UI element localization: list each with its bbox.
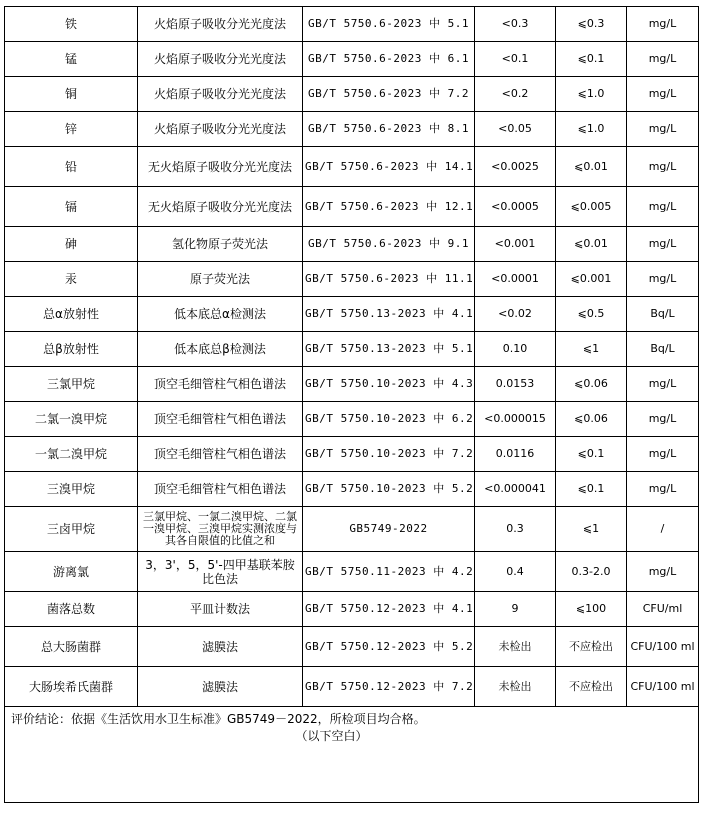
item-cell: 二氯一溴甲烷 [5, 402, 138, 437]
method-cell: 3，3'，5，5'-四甲基联苯胺比色法 [138, 552, 303, 592]
table-row [5, 77, 699, 112]
limit-cell: ⩽1 [556, 507, 627, 552]
result-cell: 9 [475, 592, 556, 627]
standard-cell: GB/T 5750.13-2023 中 5.1 [303, 332, 475, 367]
result-cell: <0.000015 [475, 402, 556, 437]
table-row [5, 472, 699, 507]
limit-cell: ⩽0.1 [556, 472, 627, 507]
item-cell: 总β放射性 [5, 332, 138, 367]
item-cell: 汞 [5, 262, 138, 297]
result-cell: 未检出 [475, 667, 556, 707]
method-cell: 顶空毛细管柱气相色谱法 [138, 472, 303, 507]
unit-cell: mg/L [627, 7, 699, 42]
table-row [5, 437, 699, 472]
result-cell: 未检出 [475, 627, 556, 667]
table-row [5, 42, 699, 77]
table-row [5, 402, 699, 437]
method-cell: 滤膜法 [138, 627, 303, 667]
item-cell: 锌 [5, 112, 138, 147]
method-cell: 原子荧光法 [138, 262, 303, 297]
unit-cell: Bq/L [627, 332, 699, 367]
unit-cell: mg/L [627, 77, 699, 112]
result-cell: <0.0001 [475, 262, 556, 297]
standard-cell: GB5749-2022 [303, 507, 475, 552]
unit-cell: mg/L [627, 112, 699, 147]
limit-cell: ⩽100 [556, 592, 627, 627]
standard-cell: GB/T 5750.6-2023 中 9.1 [303, 227, 475, 262]
table-row [5, 187, 699, 227]
table-row [5, 297, 699, 332]
unit-cell: mg/L [627, 437, 699, 472]
standard-cell: GB/T 5750.6-2023 中 14.1 [303, 147, 475, 187]
unit-cell: mg/L [627, 472, 699, 507]
blank-note: （以下空白） [295, 729, 368, 743]
method-cell: 滤膜法 [138, 667, 303, 707]
limit-cell: ⩽0.01 [556, 147, 627, 187]
item-cell: 总α放射性 [5, 297, 138, 332]
method-cell: 顶空毛细管柱气相色谱法 [138, 367, 303, 402]
method-cell: 火焰原子吸收分光光度法 [138, 7, 303, 42]
result-cell: <0.1 [475, 42, 556, 77]
unit-cell: Bq/L [627, 297, 699, 332]
standard-cell: GB/T 5750.6-2023 中 8.1 [303, 112, 475, 147]
unit-cell: CFU/ml [627, 592, 699, 627]
standard-cell: GB/T 5750.10-2023 中 6.2 [303, 402, 475, 437]
limit-cell: ⩽0.005 [556, 187, 627, 227]
unit-cell: CFU/100 ml [627, 627, 699, 667]
result-cell: 0.3 [475, 507, 556, 552]
method-cell: 火焰原子吸收分光光度法 [138, 112, 303, 147]
method-cell: 三氯甲烷、一氯二溴甲烷、二氯一溴甲烷、三溴甲烷实测浓度与其各自限值的比值之和 [138, 507, 303, 552]
table-row [5, 147, 699, 187]
item-cell: 锰 [5, 42, 138, 77]
item-cell: 三卤甲烷 [5, 507, 138, 552]
limit-cell: ⩽0.5 [556, 297, 627, 332]
limit-cell: ⩽0.06 [556, 367, 627, 402]
limit-cell: ⩽1 [556, 332, 627, 367]
standard-cell: GB/T 5750.10-2023 中 7.2 [303, 437, 475, 472]
standard-cell: GB/T 5750.12-2023 中 7.2 [303, 667, 475, 707]
unit-cell: mg/L [627, 227, 699, 262]
unit-cell: mg/L [627, 262, 699, 297]
limit-cell: ⩽0.06 [556, 402, 627, 437]
method-cell: 氢化物原子荧光法 [138, 227, 303, 262]
result-cell: <0.001 [475, 227, 556, 262]
result-cell: <0.000041 [475, 472, 556, 507]
result-cell: <0.05 [475, 112, 556, 147]
limit-cell: 0.3-2.0 [556, 552, 627, 592]
table-row [5, 112, 699, 147]
item-cell: 总大肠菌群 [5, 627, 138, 667]
table-row [5, 667, 699, 707]
unit-cell: CFU/100 ml [627, 667, 699, 707]
conclusion-cell [5, 707, 699, 803]
limit-cell: ⩽0.001 [556, 262, 627, 297]
table-row [5, 552, 699, 592]
table-row [5, 227, 699, 262]
standard-cell: GB/T 5750.6-2023 中 11.1 [303, 262, 475, 297]
item-cell: 镉 [5, 187, 138, 227]
method-cell: 顶空毛细管柱气相色谱法 [138, 437, 303, 472]
unit-cell: mg/L [627, 147, 699, 187]
standard-cell: GB/T 5750.6-2023 中 5.1 [303, 7, 475, 42]
results-table [4, 6, 699, 803]
limit-cell: ⩽0.1 [556, 42, 627, 77]
limit-cell: ⩽0.3 [556, 7, 627, 42]
unit-cell: mg/L [627, 552, 699, 592]
item-cell: 大肠埃希氏菌群 [5, 667, 138, 707]
conclusion-row [5, 707, 699, 803]
standard-cell: GB/T 5750.11-2023 中 4.2 [303, 552, 475, 592]
standard-cell: GB/T 5750.12-2023 中 5.2 [303, 627, 475, 667]
results-table-body [5, 7, 699, 803]
item-cell: 一氯二溴甲烷 [5, 437, 138, 472]
result-cell: <0.02 [475, 297, 556, 332]
limit-cell: ⩽1.0 [556, 77, 627, 112]
table-row [5, 367, 699, 402]
unit-cell: mg/L [627, 187, 699, 227]
unit-cell: / [627, 507, 699, 552]
method-cell: 平皿计数法 [138, 592, 303, 627]
standard-cell: GB/T 5750.6-2023 中 6.1 [303, 42, 475, 77]
unit-cell: mg/L [627, 402, 699, 437]
item-cell: 铜 [5, 77, 138, 112]
item-cell: 三氯甲烷 [5, 367, 138, 402]
limit-cell: 不应检出 [556, 627, 627, 667]
table-row [5, 507, 699, 552]
unit-cell: mg/L [627, 42, 699, 77]
result-cell: 0.0116 [475, 437, 556, 472]
table-row [5, 627, 699, 667]
standard-cell: GB/T 5750.6-2023 中 12.1 [303, 187, 475, 227]
method-cell: 顶空毛细管柱气相色谱法 [138, 402, 303, 437]
table-row [5, 262, 699, 297]
result-cell: <0.3 [475, 7, 556, 42]
item-cell: 铁 [5, 7, 138, 42]
item-cell: 菌落总数 [5, 592, 138, 627]
standard-cell: GB/T 5750.10-2023 中 5.2 [303, 472, 475, 507]
standard-cell: GB/T 5750.12-2023 中 4.1 [303, 592, 475, 627]
table-row [5, 332, 699, 367]
result-cell: <0.0025 [475, 147, 556, 187]
standard-cell: GB/T 5750.6-2023 中 7.2 [303, 77, 475, 112]
item-cell: 铅 [5, 147, 138, 187]
item-cell: 三溴甲烷 [5, 472, 138, 507]
method-cell: 无火焰原子吸收分光光度法 [138, 147, 303, 187]
item-cell: 游离氯 [5, 552, 138, 592]
result-cell: <0.0005 [475, 187, 556, 227]
result-cell: 0.4 [475, 552, 556, 592]
result-cell: 0.10 [475, 332, 556, 367]
method-cell: 低本底总α检测法 [138, 297, 303, 332]
conclusion-text: 评价结论：依据《生活饮用水卫生标准》GB5749－2022，所检项目均合格。 [11, 712, 426, 726]
limit-cell: 不应检出 [556, 667, 627, 707]
result-cell: 0.0153 [475, 367, 556, 402]
unit-cell: mg/L [627, 367, 699, 402]
result-cell: <0.2 [475, 77, 556, 112]
standard-cell: GB/T 5750.13-2023 中 4.1 [303, 297, 475, 332]
item-cell: 砷 [5, 227, 138, 262]
method-cell: 火焰原子吸收分光光度法 [138, 42, 303, 77]
table-row [5, 7, 699, 42]
limit-cell: ⩽1.0 [556, 112, 627, 147]
standard-cell: GB/T 5750.10-2023 中 4.3 [303, 367, 475, 402]
method-cell: 无火焰原子吸收分光光度法 [138, 187, 303, 227]
method-cell: 火焰原子吸收分光光度法 [138, 77, 303, 112]
limit-cell: ⩽0.1 [556, 437, 627, 472]
method-cell: 低本底总β检测法 [138, 332, 303, 367]
limit-cell: ⩽0.01 [556, 227, 627, 262]
table-row [5, 592, 699, 627]
